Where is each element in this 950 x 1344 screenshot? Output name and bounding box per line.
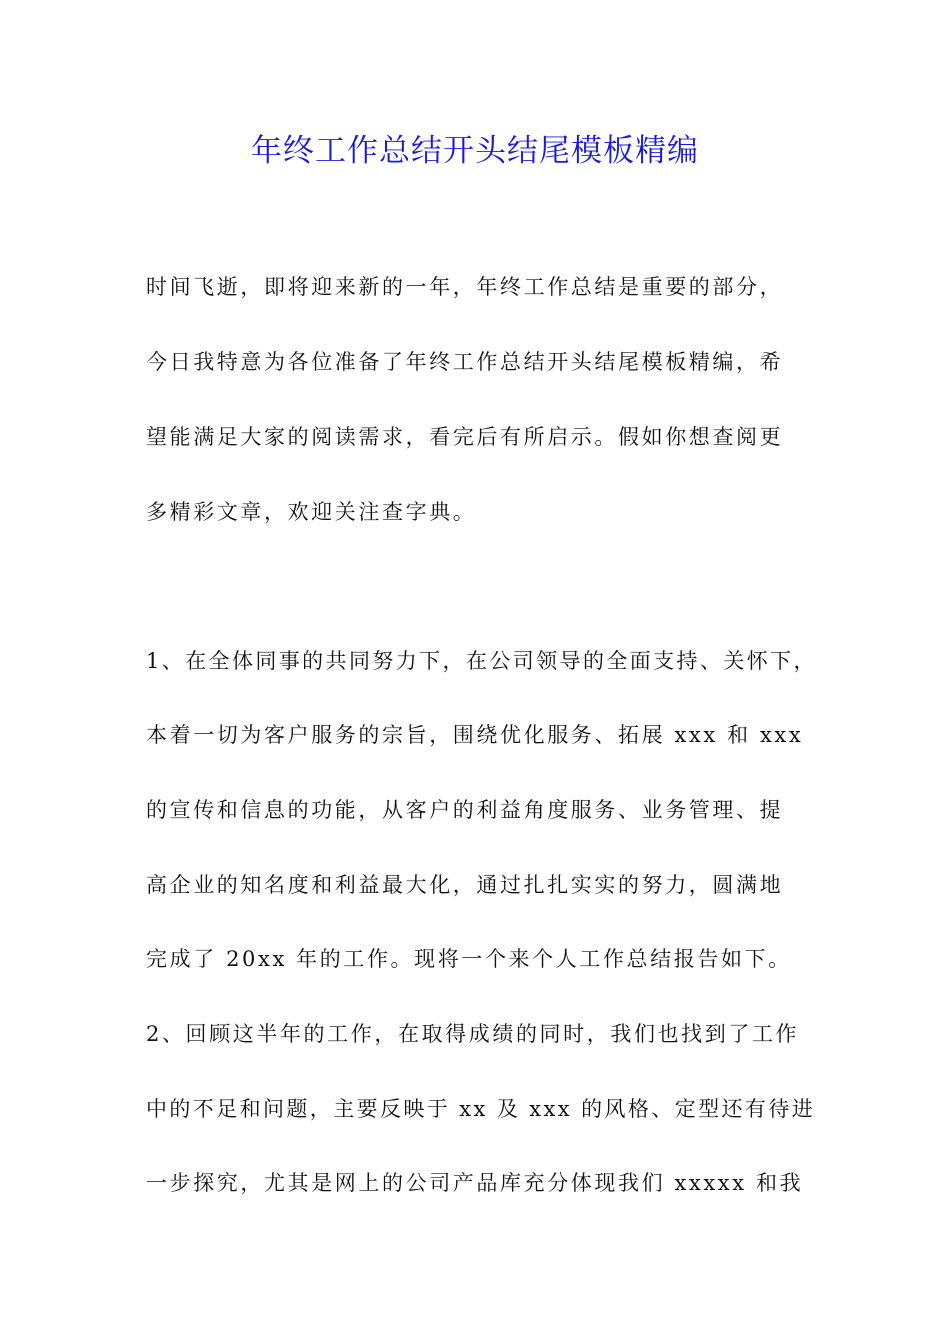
body-line: 高企业的知名度和利益最大化，通过扎扎实实的努力，圆满地 [146,873,784,897]
body-line: 多精彩文章，欢迎关注查字典。 [146,500,477,524]
body-line: 望能满足大家的阅读需求，看完后有所启示。假如你想查阅更 [146,425,784,449]
body-line: 今日我特意为各位准备了年终工作总结开头结尾模板精编，希 [146,350,784,374]
document-title: 年终工作总结开头结尾模板精编 [251,133,699,169]
body-line: 的宣传和信息的功能，从客户的利益角度服务、业务管理、提 [146,798,784,822]
body-line: 一步探究，尤其是网上的公司产品库充分体现我们 xxxxx 和我 [146,1171,804,1195]
body-line: 1、在全体同事的共同努力下，在公司领导的全面支持、关怀下， [146,649,817,673]
body-line: 本着一切为客户服务的宗旨，围绕优化服务、拓展 xxx 和 xxx [146,723,804,747]
body-line: 时间飞逝，即将迎来新的一年，年终工作总结是重要的部分， [146,275,784,299]
body-line: 中的不足和问题，主要反映于 xx 及 xxx 的风格、定型还有待进 [146,1097,816,1121]
body-line: 2、回顾这半年的工作，在取得成绩的同时，我们也找到了工作 [146,1022,800,1046]
body-line: 完成了 20xx 年的工作。现将一个来个人工作总结报告如下。 [146,947,792,971]
